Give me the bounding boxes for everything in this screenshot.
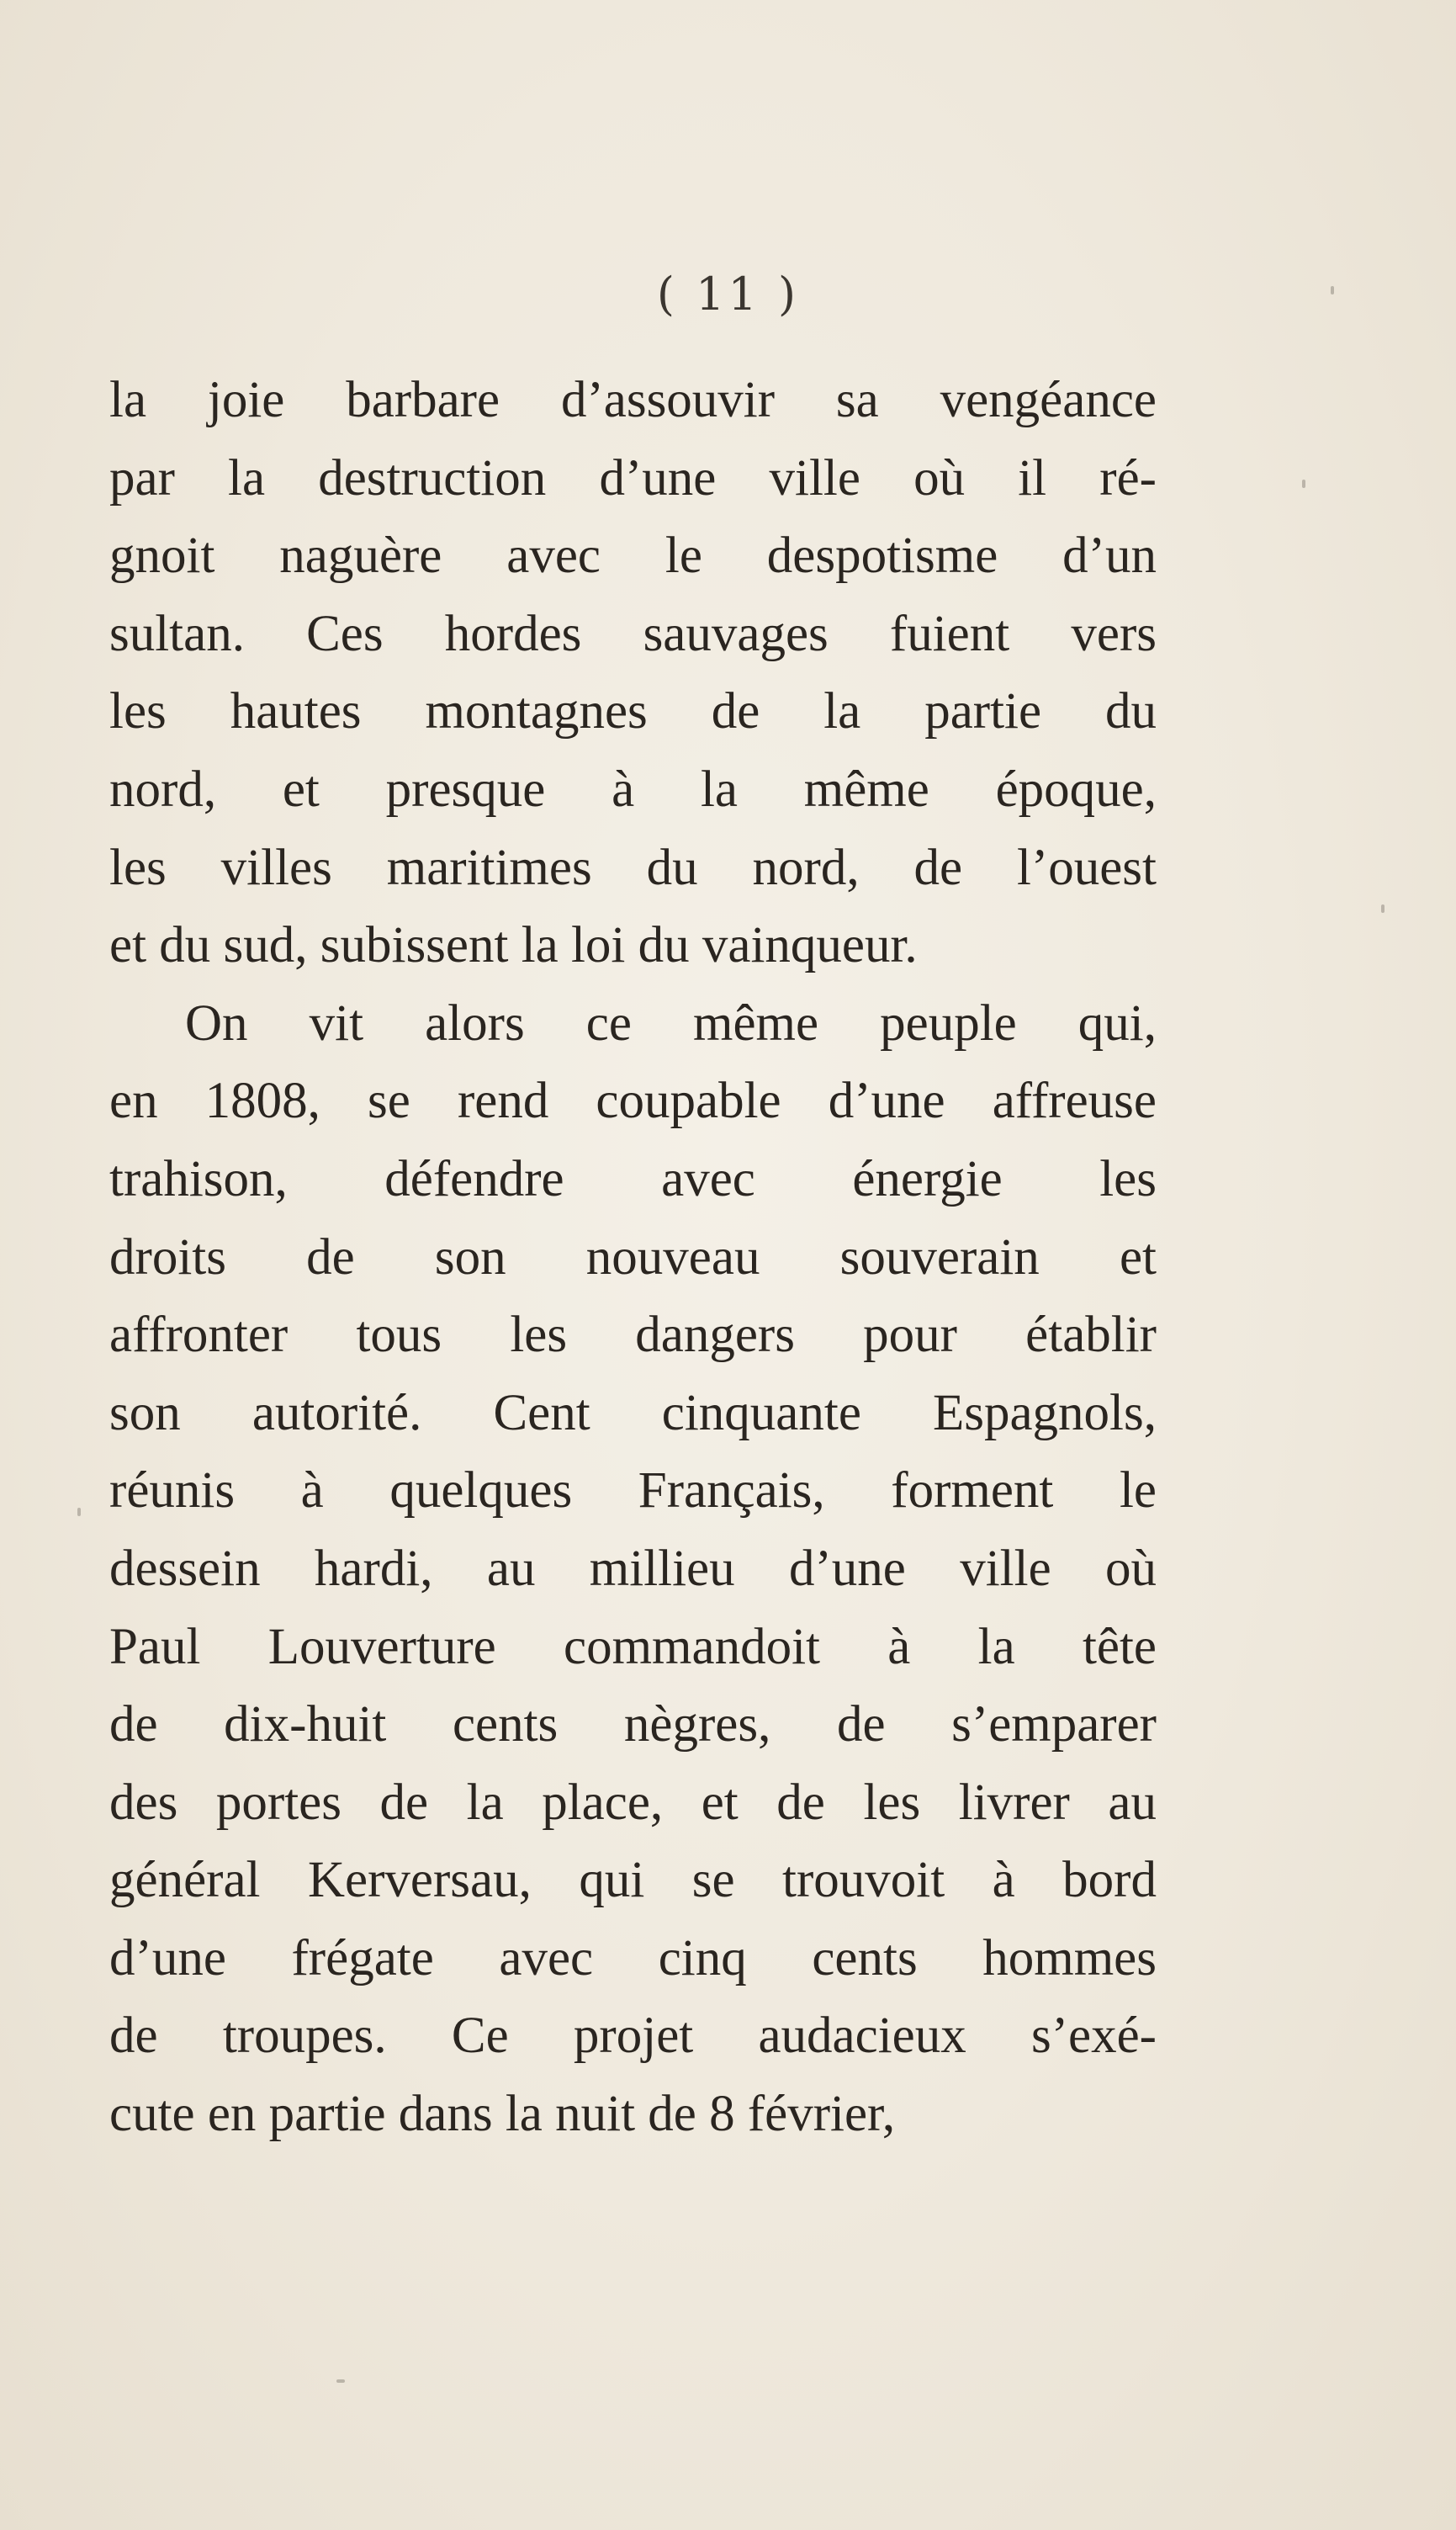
paragraph xyxy=(109,985,1157,2154)
text-line: dessein hardi, au millieu d’une ville où xyxy=(109,1540,1157,1597)
text-line: Paul Louverture commandoit à la tête xyxy=(109,1618,1157,1675)
text-line: son autorité. Cent cinquante Espagnols, xyxy=(109,1384,1157,1441)
text-line: des portes de la place, et de les livrer au xyxy=(109,1774,1157,1831)
text-line: d’une frégate avec cinq cents hommes xyxy=(109,1929,1157,1986)
paper-speck xyxy=(1381,904,1385,913)
text-line: affronter tous les dangers pour établir xyxy=(109,1307,1157,1364)
text-line: la joie barbare d’assouvir sa vengéance xyxy=(109,372,1157,428)
text-line: nord, et presque à la même époque, xyxy=(109,761,1157,818)
paragraph xyxy=(109,362,1157,985)
text-line: et du sud, subissent la loi du vainqueur. xyxy=(109,917,918,974)
paper-speck xyxy=(1302,480,1305,488)
text-line: trahison, défendre avec énergie les xyxy=(109,1150,1157,1207)
text-line: général Kerversau, qui se trouvoit à bord xyxy=(109,1852,1157,1909)
text-line: les hautes montagnes de la partie du xyxy=(109,683,1157,740)
paper-speck xyxy=(336,2379,345,2383)
text-line: sultan. Ces hordes sauvages fuient vers xyxy=(109,605,1157,662)
text-line: par la destruction d’une ville où il ré- xyxy=(109,449,1157,507)
page-number: ( 11 ) xyxy=(656,268,800,321)
paper-speck xyxy=(77,1508,81,1516)
text-line: réunis à quelques Français, forment le xyxy=(109,1462,1157,1520)
text-line: On vit alors ce même peuple qui, xyxy=(185,994,1157,1052)
text-line: les villes maritimes du nord, de l’ouest xyxy=(109,839,1157,896)
text-line: de dix-huit cents nègres, de s’emparer xyxy=(109,1696,1157,1753)
paper-speck xyxy=(1331,286,1334,294)
text-line: cute en partie dans la nuit de 8 février, xyxy=(109,2086,896,2143)
text-line: droits de son nouveau souverain et xyxy=(109,1228,1157,1286)
body-text xyxy=(109,362,1157,2154)
text-line: en 1808, se rend coupable d’une affreuse xyxy=(109,1073,1157,1130)
text-line: gnoit naguère avec le despotisme d’un xyxy=(109,528,1157,585)
text-line: de troupes. Ce projet audacieux s’exé- xyxy=(109,2008,1157,2065)
